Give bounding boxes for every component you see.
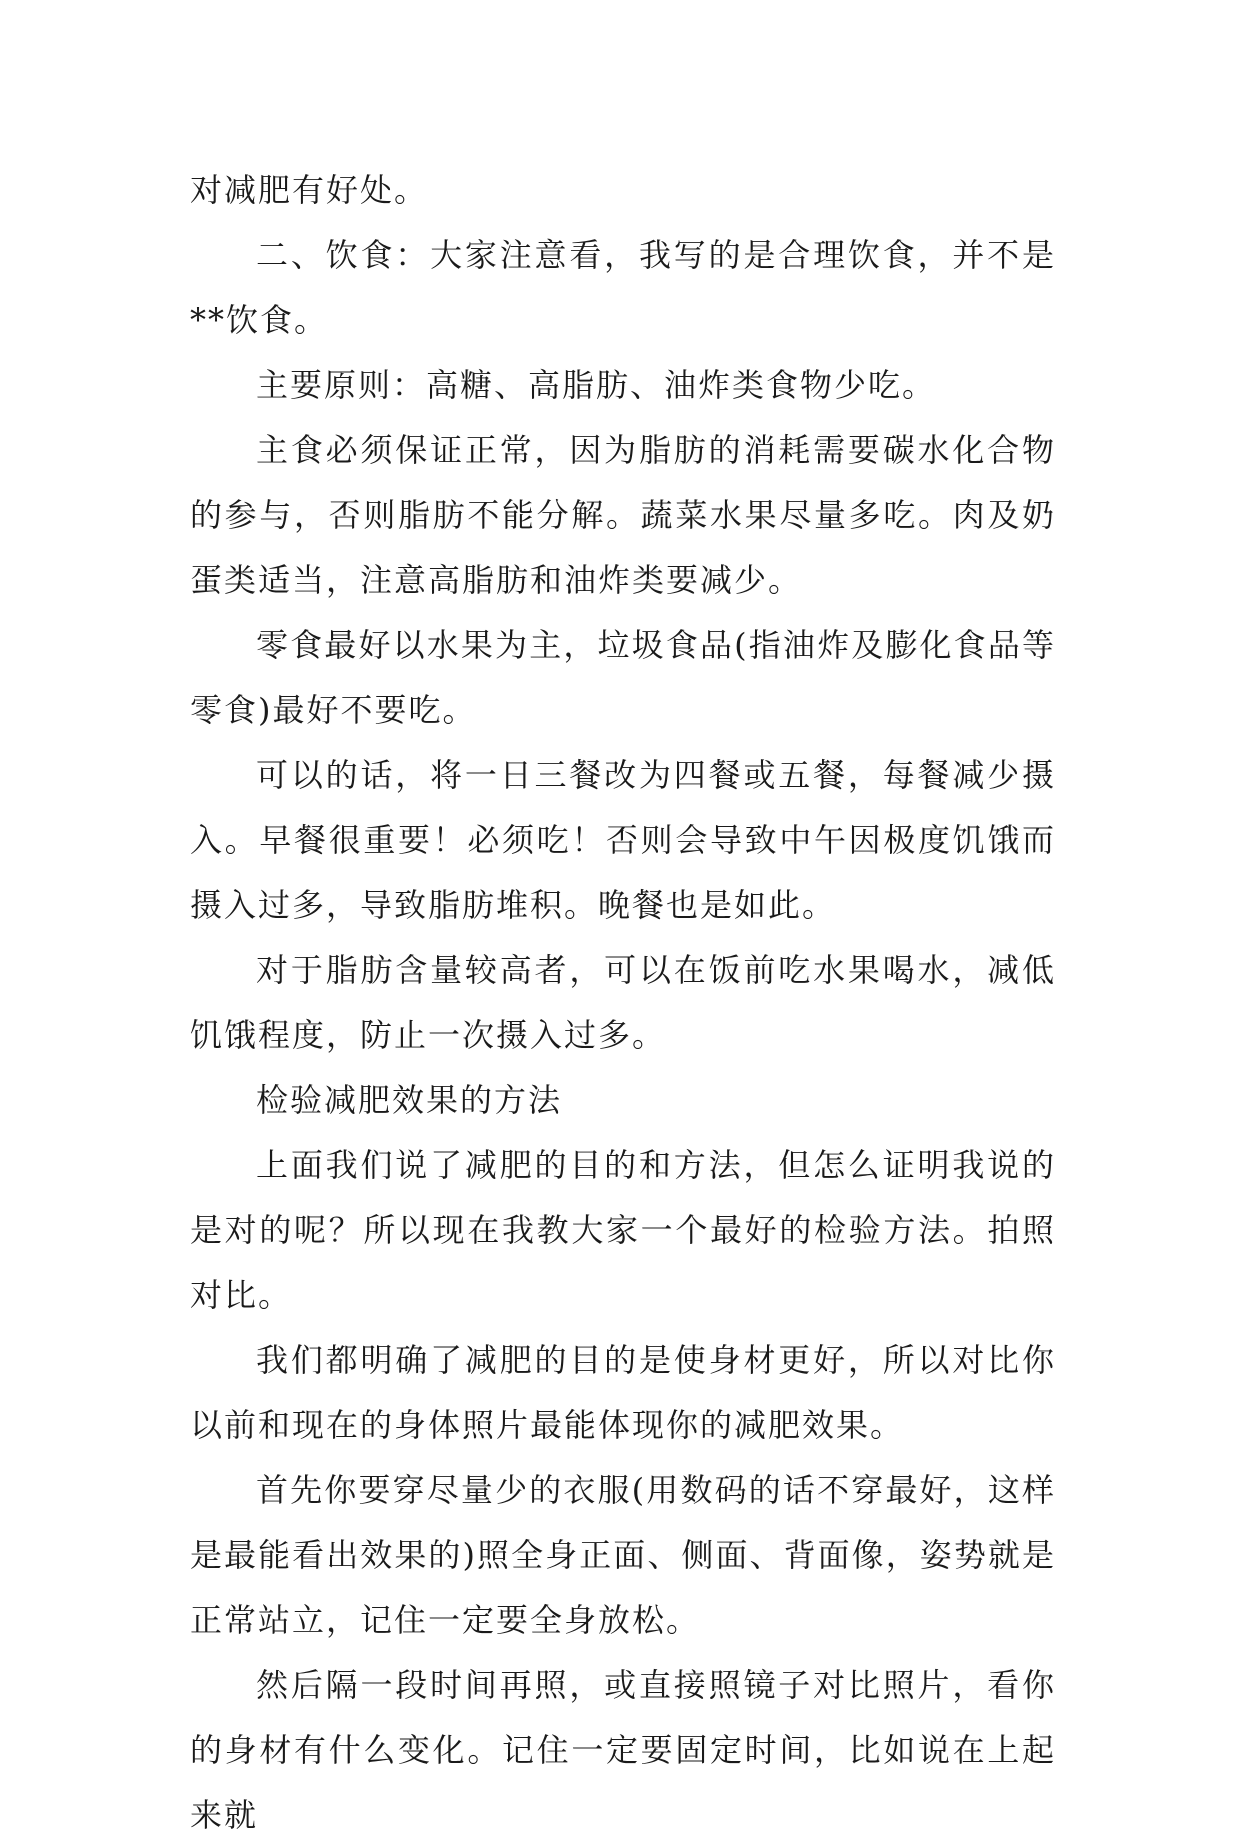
paragraph: 对减肥有好处。 [190,171,429,209]
paragraph: 首先你要穿尽量少的衣服(用数码的话不穿最好，这样是最能看出效果的)照全身正面、侧面、背面像，姿势就是正常站立，记住一定要全身放松。 [190,1471,1056,1639]
paragraph: 主要原则：高糖、高脂肪、油炸类食物少吃。 [256,366,937,404]
section-heading: 检验减肥效果的方法 [256,1081,563,1119]
paragraph: 对于脂肪含量较高者，可以在饭前吃水果喝水，减低饥饿程度，防止一次摄入过多。 [190,951,1056,1054]
paragraph: 零食最好以水果为主，垃圾食品(指油炸及膨化食品等零食)最好不要吃。 [190,626,1056,729]
document-body [190,158,1056,1848]
paragraph: 然后隔一段时间再照，或直接照镜子对比照片，看你的身材有什么变化。记住一定要固定时间，比如说在上起来就 [190,1666,1056,1834]
paragraph: 可以的话，将一日三餐改为四餐或五餐，每餐减少摄入。早餐很重要！必须吃！否则会导致中午因极度饥饿而摄入过多，导致脂肪堆积。晚餐也是如此。 [190,756,1056,924]
paragraph: 我们都明确了减肥的目的是使身材更好，所以对比你以前和现在的身体照片最能体现你的减肥效果。 [190,1341,1056,1444]
paragraph: 主食必须保证正常，因为脂肪的消耗需要碳水化合物的参与，否则脂肪不能分解。蔬菜水果尽量多吃。肉及奶蛋类适当，注意高脂肪和油炸类要减少。 [190,431,1056,599]
paragraph: 二、饮食：大家注意看，我写的是合理饮食，并不是**饮食。 [190,236,1056,339]
paragraph: 上面我们说了减肥的目的和方法，但怎么证明我说的是对的呢？所以现在我教大家一个最好的检验方法。拍照对比。 [190,1146,1056,1314]
